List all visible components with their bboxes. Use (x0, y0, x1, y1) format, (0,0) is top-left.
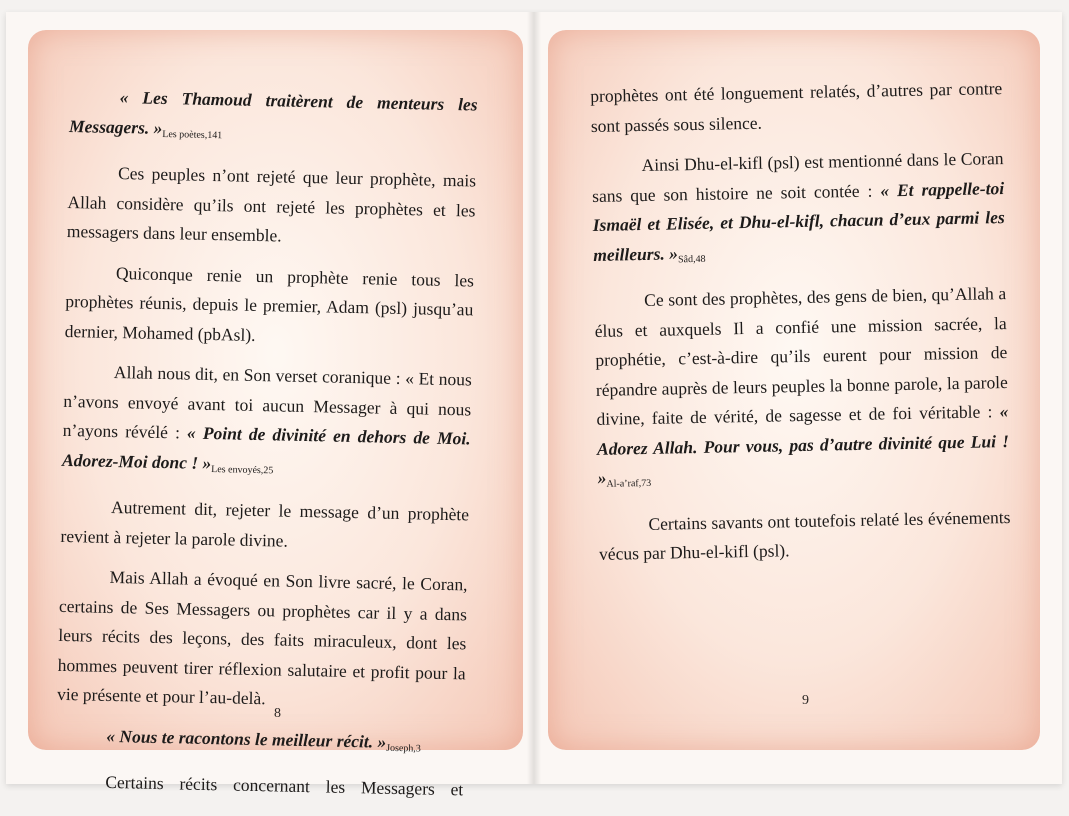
verse-reference: Les envoyés,25 (211, 463, 274, 476)
book-gutter (527, 12, 541, 784)
verse-quote: « Nous te racontons le meilleur récit. » (106, 725, 387, 752)
paragraph: Quiconque renie un prophète renie tous les prophètes réunis, depuis le premier, Adam (psl) jusqu’au dernier, Mohamed (pbAsl). (64, 262, 475, 345)
paragraph: Certains savants ont toutefois relaté les événements vécus par Dhu-el-kifl (psl). (598, 506, 1011, 564)
paragraph-with-verse (594, 279, 1010, 499)
verse-reference: Al-a’raf,73 (606, 477, 652, 490)
paragraph: Certains récits concernant les Messagers et (105, 771, 464, 800)
verse-thamoud: « Les Thamoud traitèrent de menteurs les Messagers. » (68, 87, 478, 138)
page-number: 8 (274, 706, 281, 721)
right-page-text (590, 74, 1011, 580)
verse-quote: « Point de divinité en dehors de Moi. Adorez-Moi donc ! » (61, 422, 471, 473)
paragraph-text: Ce sont des prophètes, des gens de bien, qu’Allah a élus et auxquels Il a confié une mission sacrée, la prophétie, c’est-à-dire qu’ils eurent pour mission de répandre auprès de leurs peuples la bonne parole, la parole divine, faite de vérité, de sagesse et de foi véritable : (594, 283, 1009, 429)
verse-quote: « Et rappelle-toi Ismaël et Elisée, et Dhu-el-kifl, chacun d’eux parmi les meilleurs. » (592, 177, 1005, 265)
paragraph: prophètes ont été longuement relatés, d’autres par contre sont passés sous silence. (590, 78, 1003, 136)
verse-paragraph-thamoud (69, 82, 478, 156)
verse-paragraph-recit (56, 720, 465, 764)
verse-quote: « Adorez Allah. Pour vous, pas d’autre divinité que Lui ! » (596, 401, 1010, 488)
paragraph: Autrement dit, rejeter le message d’un prophète revient à rejeter la parole divine. (60, 496, 470, 551)
paragraph-text: Ainsi Dhu-el-kifl (psl) est mentionné dans le Coran sans que son histoire ne soit contée : (591, 148, 1004, 206)
paragraph-with-verse (62, 357, 473, 490)
right-page (548, 30, 1040, 750)
paragraph: Mais Allah a évoqué en Son livre sacré, le Coran, certains de Ses Messagers ou prophètes car il y a dans leurs récits des leçons, des faits miraculeux, dont les hommes peuvent tirer réflexion salutaire et profit pour la vie présente et pour l’au-delà. (56, 566, 468, 709)
page-number: 9 (802, 693, 809, 708)
left-page (28, 30, 523, 800)
paragraph-with-verse (591, 144, 1005, 276)
left-page-text (55, 82, 478, 816)
verse-reference: Joseph,3 (386, 742, 421, 754)
verse-reference: Les poètes,141 (162, 128, 223, 141)
paragraph: Ces peuples n’ont rejeté que leur prophète, mais Allah considère qu’ils ont rejeté les prophètes et les messagers dans leur ensemble. (66, 163, 477, 246)
paragraph-text: Allah nous dit, en Son verset coranique : « Et nous n’avons envoyé avant toi aucun Messager à qui nous n’ayons révélé : (62, 361, 473, 443)
verse-reference: Sâd,48 (677, 253, 706, 265)
